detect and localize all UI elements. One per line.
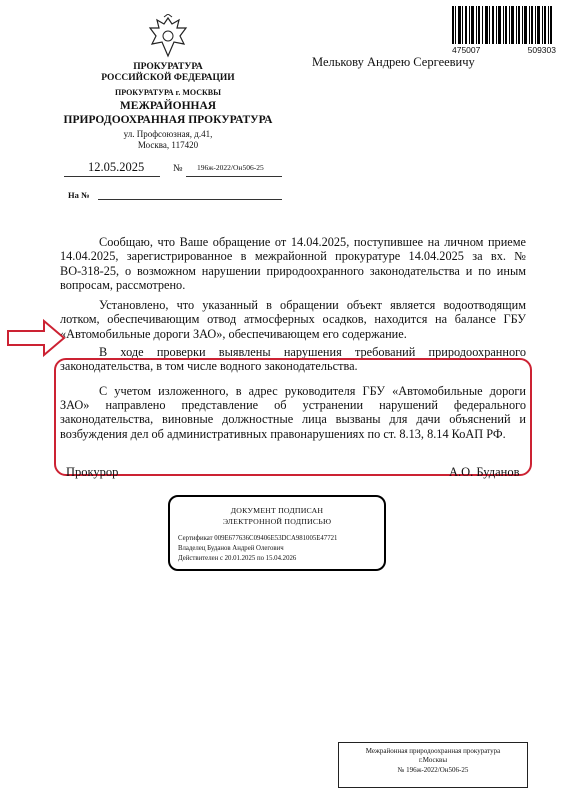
arrow-right-icon bbox=[6, 318, 66, 358]
ecp-owner: Владелец Буданов Андрей Олегович bbox=[178, 545, 284, 552]
reference-underline bbox=[98, 199, 282, 200]
ecp-title-1: ДОКУМЕНТ ПОДПИСАН bbox=[230, 506, 324, 515]
paragraph-2: Установлено, что указанный в обращении объект является водоотводящим лотком, обеспечивающим отвод атмосферных осадков, находится на балансе ГБУ «Автомобильные дороги ЗАО», обеспечивающем его содержание. bbox=[60, 298, 526, 341]
paragraph-4: С учетом изложенного, в адрес руководителя ГБУ «Автомобильные дороги ЗАО» направлено представление об устранении нарушений федерального законодательства, виновные должностные лица вызваны для дачи объяснений и возбуждения дел об административных правонарушениях по ст. 8.13, 8.14 КоАП РФ. bbox=[60, 383, 526, 441]
electronic-signature-box bbox=[168, 495, 386, 571]
ecp-certificate: Сертификат 009E677636C09406E53DCA981005E47721 bbox=[178, 535, 338, 542]
letter-number: 196ж-2022/Он506-25 bbox=[197, 163, 264, 172]
signatory-name: А.О. Буданов bbox=[449, 465, 520, 479]
org-line-4: МЕЖРАЙОННАЯ bbox=[119, 100, 217, 112]
ecp-title-2: ЭЛЕКТРОННОЙ ПОДПИСЬЮ bbox=[222, 517, 332, 526]
barcode-numbers bbox=[452, 45, 556, 55]
paragraph-1: Сообщаю, что Ваше обращение от 14.04.2025, поступившее на личном приеме 14.04.2025, зарегистрированное в межрайонной прокуратуре 14.04.2025 за вх. № ВО-318-25, о возможном нарушении природоохранного законодательства и по иным вопросам, рассмотрено. bbox=[60, 235, 526, 292]
org-line-1: ПРОКУРАТУРА bbox=[133, 62, 203, 72]
stamp-line-1: Межрайонная природоохранная прокуратура bbox=[365, 747, 501, 755]
org-address-2: Москва, 117420 bbox=[137, 140, 199, 150]
org-line-2: РОССИЙСКОЙ ФЕДЕРАЦИИ bbox=[101, 73, 235, 83]
barcode-left-number: 475007 bbox=[452, 45, 481, 55]
ecp-validity: Действителен с 20.01.2025 по 15.04.2026 bbox=[178, 555, 297, 562]
org-address-1: ул. Профсоюзная, д.41, bbox=[123, 129, 213, 139]
paragraph-3: В ходе проверки выявлены нарушения требований природоохранного законодательства, в том числе водного законодательства. bbox=[60, 345, 526, 374]
coat-of-arms-icon bbox=[146, 14, 190, 60]
stamp-line-3: № 196ж-2022/Он506-25 bbox=[397, 765, 469, 774]
addressee: Мелькову Андрею Сергеевичу bbox=[312, 55, 475, 69]
barcode-icon bbox=[452, 6, 552, 44]
number-underline bbox=[186, 176, 282, 177]
org-line-5: ПРИРОДООХРАННАЯ ПРОКУРАТУРА bbox=[63, 114, 273, 126]
number-label: № bbox=[173, 163, 183, 174]
signatory-role: Прокурор bbox=[66, 465, 119, 479]
registration-stamp bbox=[338, 742, 528, 788]
date-underline bbox=[64, 176, 160, 177]
reference-label: На № bbox=[68, 190, 90, 200]
barcode-right-number: 509303 bbox=[527, 45, 556, 55]
letter-date: 12.05.2025 bbox=[88, 160, 145, 174]
stamp-line-2: г.Москвы bbox=[418, 756, 448, 765]
highlight-box bbox=[54, 358, 532, 476]
org-line-3: ПРОКУРАТУРА г. МОСКВЫ bbox=[115, 88, 221, 97]
